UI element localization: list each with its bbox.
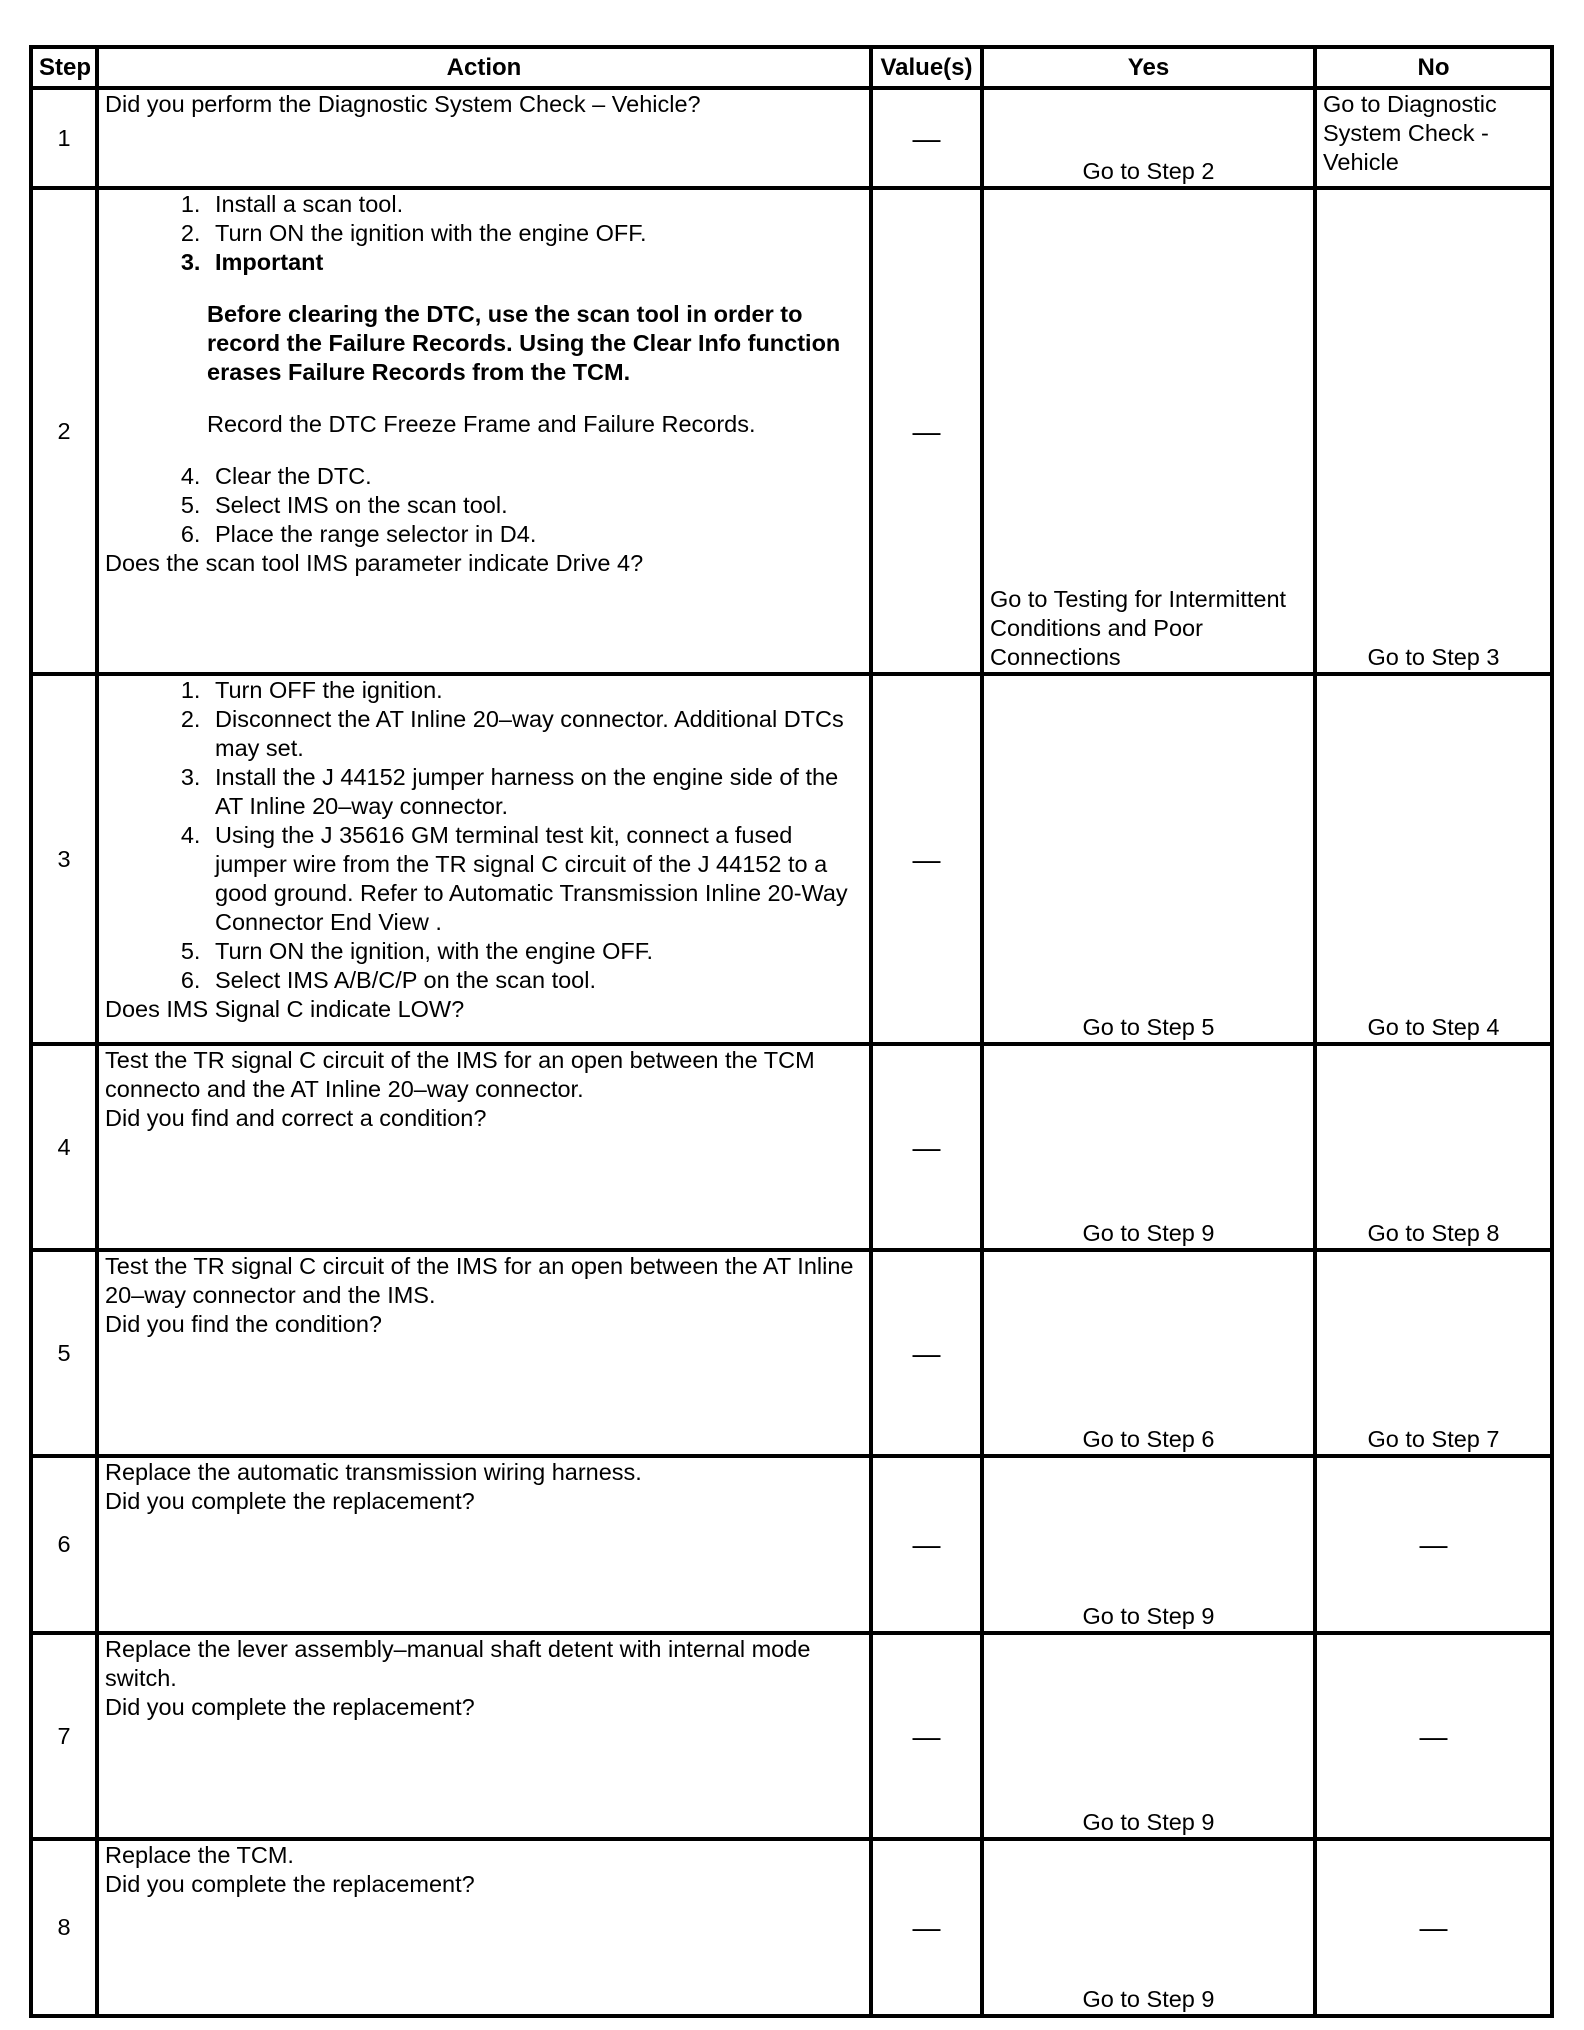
action-text: Replace the TCM. <box>105 1842 294 1868</box>
table-row <box>31 674 1552 1044</box>
step-list <box>105 676 863 995</box>
list-item: 6. Select IMS A/B/C/P on the scan tool. <box>207 966 863 995</box>
action-text: Replace the lever assembly–manual shaft detent with internal mode switch. <box>105 1636 811 1691</box>
list-item: 3. Install the J 44152 jumper harness on the engine side of the AT Inline 20–way connector. <box>207 763 863 821</box>
table-row <box>31 1456 1552 1633</box>
step-list <box>105 190 863 277</box>
yes-cell: Go to Step 9 <box>982 1044 1315 1250</box>
value-cell: — <box>871 1839 982 2016</box>
header-no: No <box>1315 47 1552 88</box>
header-step: Step <box>31 47 97 88</box>
value-cell: — <box>871 188 982 674</box>
record-instruction: Record the DTC Freeze Frame and Failure Records. <box>207 411 756 437</box>
table-row <box>31 188 1552 674</box>
value-cell: — <box>871 1633 982 1839</box>
no-cell: — <box>1315 1456 1552 1633</box>
value-cell: — <box>871 88 982 188</box>
action-cell <box>97 188 871 674</box>
no-cell: Go to Step 4 <box>1315 674 1552 1044</box>
step-number: 2 <box>31 188 97 674</box>
list-item: 2. Turn ON the ignition with the engine OFF. <box>207 219 863 248</box>
action-cell <box>97 1633 871 1839</box>
step-number: 6 <box>31 1456 97 1633</box>
no-cell: Go to Step 8 <box>1315 1044 1552 1250</box>
step-list <box>105 462 863 549</box>
no-cell: — <box>1315 1633 1552 1839</box>
value-cell: — <box>871 1044 982 1250</box>
step-number: 4 <box>31 1044 97 1250</box>
step-number: 3 <box>31 674 97 1044</box>
action-text: Did you perform the Diagnostic System Check – Vehicle? <box>97 88 871 188</box>
value-cell: — <box>871 1250 982 1456</box>
step-number: 5 <box>31 1250 97 1456</box>
action-cell <box>97 1456 871 1633</box>
diagnostic-table <box>29 45 1554 2018</box>
value-cell: — <box>871 674 982 1044</box>
yes-cell: Go to Step 2 <box>982 88 1315 188</box>
step-number: 7 <box>31 1633 97 1839</box>
list-item: 4. Using the J 35616 GM terminal test kit, connect a fused jumper wire from the TR signal C circuit of the J 44152 to a good ground. Refer to Automatic Transmission Inline 20-Way Connector End View . <box>207 821 863 937</box>
question-text: Does IMS Signal C indicate LOW? <box>105 996 465 1022</box>
yes-cell: Go to Testing for Intermittent Conditions and Poor Connections <box>982 188 1315 674</box>
step-number: 8 <box>31 1839 97 2016</box>
question-text: Did you complete the replacement? <box>105 1694 475 1720</box>
yes-cell: Go to Step 5 <box>982 674 1315 1044</box>
list-item: 1. Turn OFF the ignition. <box>207 676 863 705</box>
question-text: Did you find the condition? <box>105 1311 382 1337</box>
action-cell <box>97 1044 871 1250</box>
header-values: Value(s) <box>871 47 982 88</box>
action-text: Replace the automatic transmission wiring harness. <box>105 1459 642 1485</box>
action-text: Test the TR signal C circuit of the IMS for an open between the AT Inline 20–way connector and the IMS. <box>105 1253 854 1308</box>
table-row <box>31 1250 1552 1456</box>
no-cell: Go to Step 7 <box>1315 1250 1552 1456</box>
list-item: 6. Place the range selector in D4. <box>207 520 863 549</box>
question-text: Did you find and correct a condition? <box>105 1105 487 1131</box>
action-text: Test the TR signal C circuit of the IMS for an open between the TCM connecto and the AT Inline 20–way connector. <box>105 1047 815 1102</box>
yes-cell: Go to Step 9 <box>982 1839 1315 2016</box>
list-item-important: 3. Important <box>207 248 863 277</box>
question-text: Does the scan tool IMS parameter indicate Drive 4? <box>105 550 644 576</box>
table-row <box>31 1633 1552 1839</box>
action-cell <box>97 1839 871 2016</box>
value-cell: — <box>871 1456 982 1633</box>
list-item: 2. Disconnect the AT Inline 20–way connector. Additional DTCs may set. <box>207 705 863 763</box>
important-note: Before clearing the DTC, use the scan tool in order to record the Failure Records. Using the Clear Info function erases Failure Records from the TCM. <box>207 301 841 385</box>
list-item: 5. Turn ON the ignition, with the engine OFF. <box>207 937 863 966</box>
question-text: Did you complete the replacement? <box>105 1871 475 1897</box>
action-cell <box>97 1250 871 1456</box>
yes-cell: Go to Step 9 <box>982 1456 1315 1633</box>
table-row <box>31 88 1552 188</box>
yes-cell: Go to Step 9 <box>982 1633 1315 1839</box>
action-cell <box>97 674 871 1044</box>
table-row <box>31 1044 1552 1250</box>
header-action: Action <box>97 47 871 88</box>
header-row <box>31 47 1552 88</box>
question-text: Did you complete the replacement? <box>105 1488 475 1514</box>
step-number: 1 <box>31 88 97 188</box>
no-cell: Go to Step 3 <box>1315 188 1552 674</box>
no-cell: — <box>1315 1839 1552 2016</box>
header-yes: Yes <box>982 47 1315 88</box>
list-item: 4. Clear the DTC. <box>207 462 863 491</box>
no-cell: Go to Diagnostic System Check - Vehicle <box>1315 88 1552 188</box>
list-item: 1. Install a scan tool. <box>207 190 863 219</box>
list-item: 5. Select IMS on the scan tool. <box>207 491 863 520</box>
table-row <box>31 1839 1552 2016</box>
yes-cell: Go to Step 6 <box>982 1250 1315 1456</box>
